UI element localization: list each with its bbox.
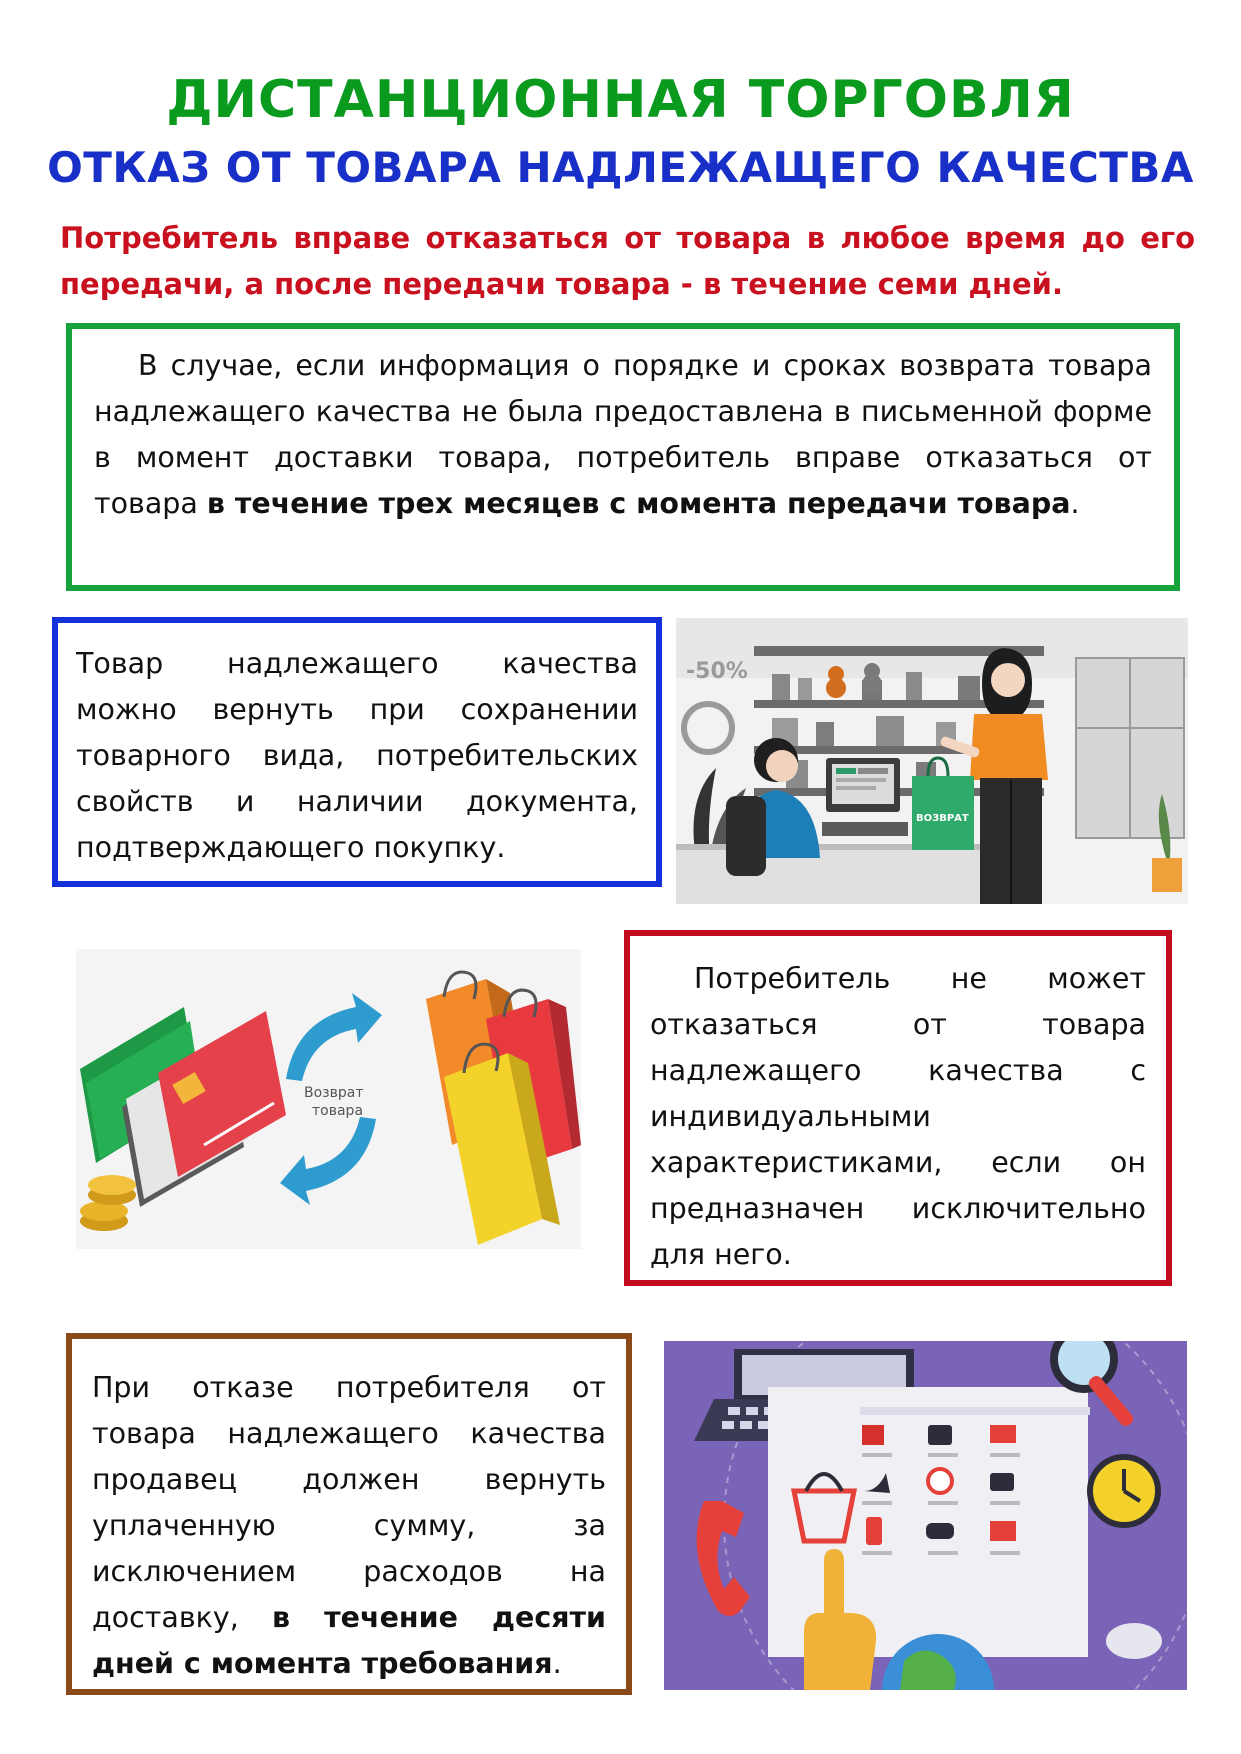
info-box-return-conditions <box>52 617 662 887</box>
lead-paragraph: Потребитель вправе отказаться от товара в любое время до его передачи, а после передачи товара - в течение семи дней. <box>60 221 1195 301</box>
page-subtitle: ОТКАЗ ОТ ТОВАРА НАДЛЕЖАЩЕГО КАЧЕСТВА <box>47 143 1194 192</box>
info-text-main: При отказе потребителя от товара надлежащего качества продавец должен вернуть уплаченную сумму, за исключением расходов на доставку, <box>92 1371 606 1634</box>
info-text-bold: в течение трех месяцев с момента передачи товара <box>206 487 1071 520</box>
info-box-refund <box>66 1333 632 1695</box>
info-text: Товар надлежащего качества можно вернуть при сохранении товарного вида, потребительских свойств и наличии документа, подтверждающего покупку. <box>76 647 638 864</box>
return-bag-label: ВОЗВРАТ <box>916 813 969 824</box>
info-text-end: . <box>552 1647 562 1680</box>
online-shopping-illustration <box>664 1341 1187 1690</box>
info-text <box>94 343 1152 527</box>
info-box-three-months <box>66 323 1180 591</box>
discount-label: -50% <box>686 659 748 684</box>
return-label-line2: товара <box>312 1103 364 1119</box>
info-text-bold: в течение десяти дней с момента требования <box>92 1601 607 1680</box>
online-scene-graphic <box>664 1341 1187 1690</box>
info-text-main: В случае, если информация о порядке и сроках возврата товара надлежащего качества не была предоставлена в письменной форме в момент доставки товара, потребитель вправе отказаться от товара <box>94 349 1152 520</box>
page-title: ДИСТАНЦИОННАЯ ТОРГОВЛЯ <box>166 70 1075 130</box>
shop-scene-graphic <box>676 618 1188 904</box>
return-label-line1: Возврат <box>304 1085 364 1101</box>
info-text-end: . <box>1070 487 1080 520</box>
return-goods-illustration <box>76 949 581 1249</box>
info-text <box>92 1365 606 1687</box>
shop-illustration <box>676 618 1188 904</box>
info-text: Потребитель не может отказаться от товара надлежащего качества с индивидуальными характеристиками, если он предназначен исключительно для него. <box>650 962 1146 1271</box>
info-box-individual-goods <box>624 930 1172 1286</box>
return-scene-graphic <box>76 949 581 1249</box>
